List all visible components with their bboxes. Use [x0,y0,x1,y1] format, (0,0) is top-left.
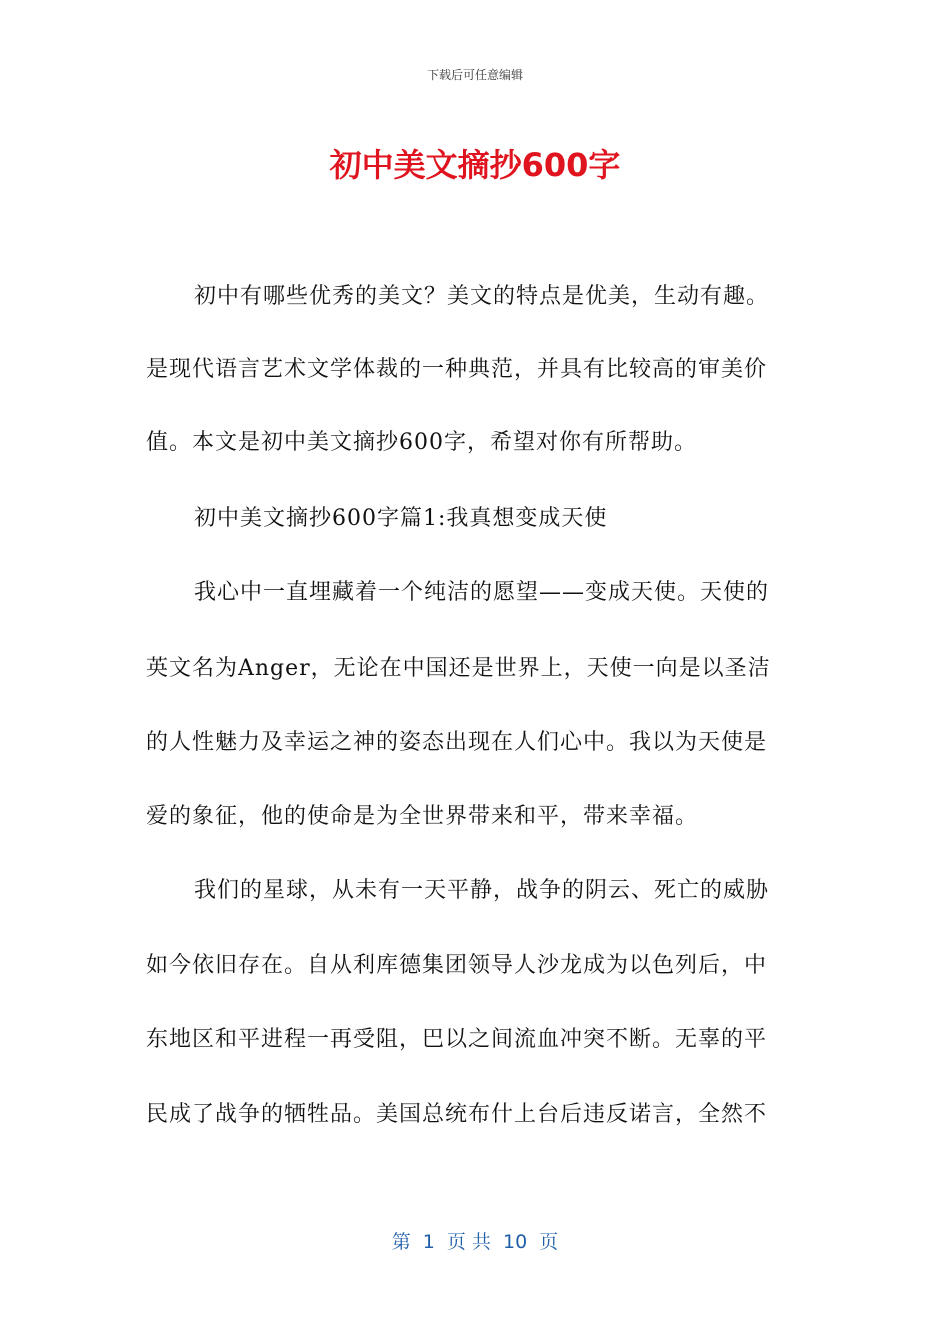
paragraph-line: 我心中一直埋藏着一个纯洁的愿望——变成天使。天使的 [194,580,770,605]
paragraph-line: 如今依旧存在。自从利库德集团领导人沙龙成为以色列后，中 [146,953,768,978]
paragraph-line: 东地区和平进程一再受阻，巴以之间流血冲突不断。无辜的平 [146,1027,768,1052]
paragraph-line: 的人性魅力及幸运之神的姿态出现在人们心中。我以为天使是 [146,730,768,755]
paragraph-line: 英文名为Anger，无论在中国还是世界上，天使一向是以圣洁 [146,656,771,681]
paragraph-line: 爱的象征，他的使命是为全世界带来和平，带来幸福。 [146,804,699,829]
document-title: 初中美文摘抄600字 [329,146,621,184]
paragraph-line: 我们的星球，从未有一天平静，战争的阴云、死亡的威胁 [194,878,770,903]
paragraph-line: 值。本文是初中美文摘抄600字，希望对你有所帮助。 [146,430,697,455]
paragraph-line: 初中有哪些优秀的美文？美文的特点是优美，生动有趣。 [194,284,770,309]
section-heading: 初中美文摘抄600字篇1:我真想变成天使 [194,506,608,531]
header-note: 下载后可任意编辑 [426,68,523,82]
paragraph-line: 民成了战争的牺牲品。美国总统布什上台后违反诺言，全然不 [146,1102,768,1127]
paragraph-line: 是现代语言艺术文学体裁的一种典范，并具有比较高的审美价 [146,357,768,382]
page-number-footer: 第 1 页 共 10 页 [391,1231,559,1253]
